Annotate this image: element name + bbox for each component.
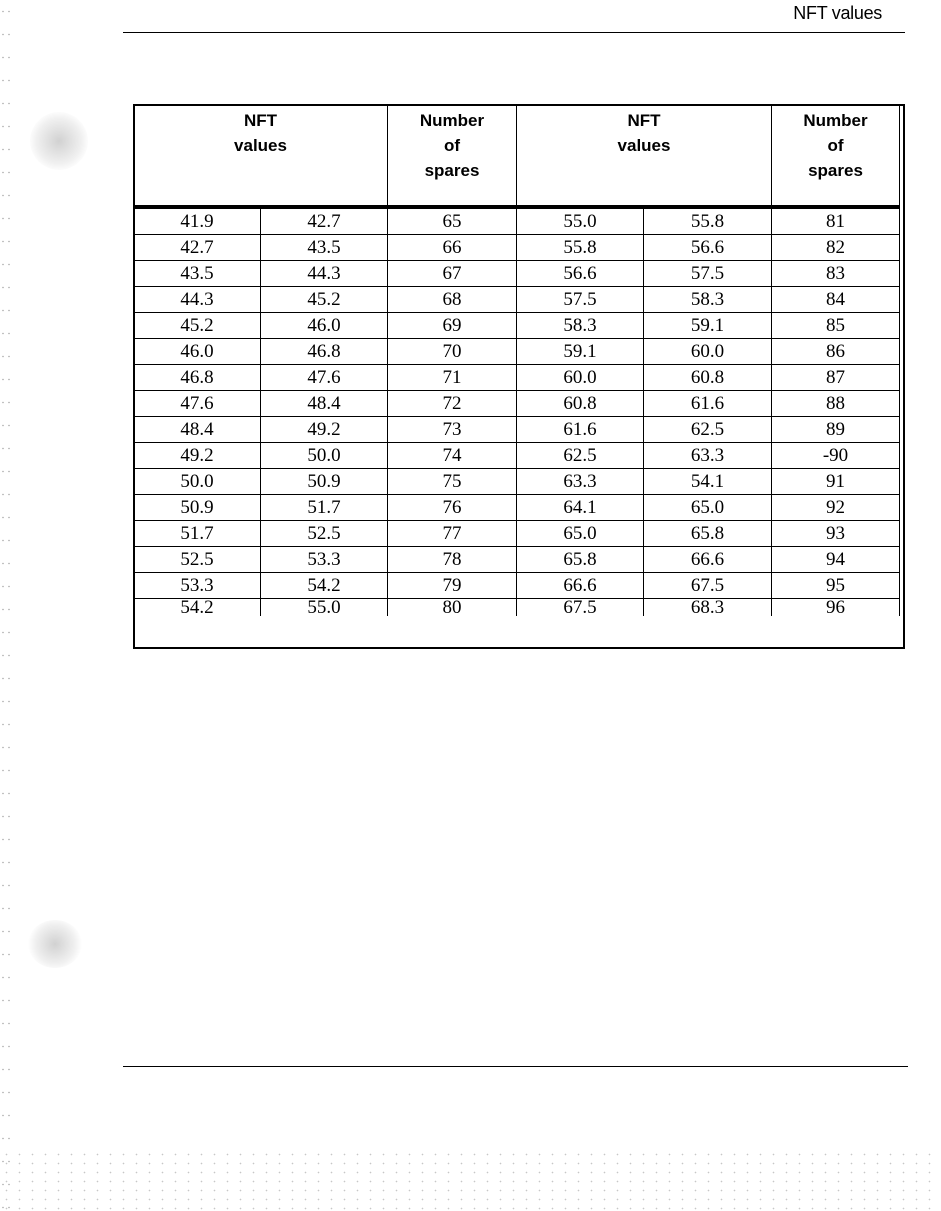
table-row — [134, 287, 900, 313]
table-cell: 56.6 — [644, 235, 772, 261]
table-cell: 50.9 — [134, 495, 261, 521]
table-cell: 51.7 — [134, 521, 261, 547]
table-cell: 66 — [388, 235, 517, 261]
table-cell: 52.5 — [261, 521, 388, 547]
table-cell: 88 — [772, 391, 900, 417]
table-cell: 55.0 — [517, 207, 644, 235]
table-cell: 65.8 — [644, 521, 772, 547]
table-cell: 57.5 — [517, 287, 644, 313]
table-cell: 67 — [388, 261, 517, 287]
scan-margin-noise — [0, 0, 12, 1211]
table-header-row — [134, 105, 900, 208]
header-text: NFT — [627, 111, 661, 130]
table-cell: 46.0 — [261, 313, 388, 339]
table-cell: 44.3 — [261, 261, 388, 287]
table-cell: 65.0 — [517, 521, 644, 547]
table-cell: 55.0 — [261, 599, 388, 617]
table-cell: 44.3 — [134, 287, 261, 313]
table-cell: 46.8 — [134, 365, 261, 391]
table-cell: 58.3 — [644, 287, 772, 313]
table-row — [134, 495, 900, 521]
table-cell: 50.0 — [261, 443, 388, 469]
table-cell: 49.2 — [134, 443, 261, 469]
table-cell: 70 — [388, 339, 517, 365]
table-cell: 46.0 — [134, 339, 261, 365]
table-cell: 81 — [772, 207, 900, 235]
header-text: spares — [424, 161, 480, 180]
table-cell: 83 — [772, 261, 900, 287]
table-cell: 73 — [388, 417, 517, 443]
table-cell: 60.0 — [517, 365, 644, 391]
table-cell: 43.5 — [134, 261, 261, 287]
table-cell: 74 — [388, 443, 517, 469]
header-text: of — [827, 136, 844, 155]
table-row — [134, 547, 900, 573]
table-cell: 46.8 — [261, 339, 388, 365]
table-cell: 53.3 — [261, 547, 388, 573]
table-cell: 47.6 — [261, 365, 388, 391]
table-cell: 72 — [388, 391, 517, 417]
table-cell: 50.9 — [261, 469, 388, 495]
table-cell: 59.1 — [517, 339, 644, 365]
table-row — [134, 339, 900, 365]
nft-spares-table — [133, 104, 900, 616]
table-cell: 66.6 — [517, 573, 644, 599]
table-cell: 51.7 — [261, 495, 388, 521]
table-row — [134, 207, 900, 235]
table-cell: 92 — [772, 495, 900, 521]
table-cell: 89 — [772, 417, 900, 443]
table-cell: 55.8 — [644, 207, 772, 235]
table-cell: 71 — [388, 365, 517, 391]
table-cell: 55.8 — [517, 235, 644, 261]
table-cell: 62.5 — [517, 443, 644, 469]
table-cell: 82 — [772, 235, 900, 261]
table-cell: 64.1 — [517, 495, 644, 521]
table-cell: -90 — [772, 443, 900, 469]
running-header: NFT values — [793, 3, 882, 23]
table-cell: 68 — [388, 287, 517, 313]
table-row — [134, 417, 900, 443]
table-cell: 45.2 — [134, 313, 261, 339]
scan-blot-top — [30, 112, 88, 170]
header-text: of — [443, 136, 461, 155]
scan-blot-bottom — [28, 920, 82, 968]
table-cell: 66.6 — [644, 547, 772, 573]
table-row — [134, 365, 900, 391]
table-cell: 93 — [772, 521, 900, 547]
table-row — [134, 261, 900, 287]
table-cell: 75 — [388, 469, 517, 495]
header-text: spares — [808, 161, 863, 180]
table-cell: 43.5 — [261, 235, 388, 261]
table-cell: 77 — [388, 521, 517, 547]
table-cell: 69 — [388, 313, 517, 339]
table-cell: 61.6 — [644, 391, 772, 417]
header-nft-values-left — [134, 105, 388, 208]
table-cell: 65.8 — [517, 547, 644, 573]
table-cell: 42.7 — [261, 207, 388, 235]
table-cell: 96 — [772, 599, 900, 617]
table-cell: 78 — [388, 547, 517, 573]
table-cell: 41.9 — [134, 207, 261, 235]
header-number-of-spares-left — [388, 105, 517, 208]
table-row — [134, 391, 900, 417]
header-text: NFT — [243, 111, 278, 130]
table-cell: 80 — [388, 599, 517, 617]
table-cell: 79 — [388, 573, 517, 599]
header-rule — [123, 32, 905, 33]
table-cell: 60.0 — [644, 339, 772, 365]
table-cell: 65.0 — [644, 495, 772, 521]
table-cell: 60.8 — [517, 391, 644, 417]
table-cell: 67.5 — [644, 573, 772, 599]
table-cell: 54.1 — [644, 469, 772, 495]
table-cell: 60.8 — [644, 365, 772, 391]
table-cell: 54.2 — [134, 599, 261, 617]
table-cell: 54.2 — [261, 573, 388, 599]
table-cell: 84 — [772, 287, 900, 313]
header-text: Number — [803, 111, 868, 130]
scan-bottom-noise — [0, 1150, 941, 1211]
table-cell: 45.2 — [261, 287, 388, 313]
header-nft-values-right — [517, 105, 772, 208]
table-cell: 94 — [772, 547, 900, 573]
table-row — [134, 599, 900, 617]
table-cell: 67.5 — [517, 599, 644, 617]
table-cell: 59.1 — [644, 313, 772, 339]
table-row — [134, 313, 900, 339]
table-cell: 50.0 — [134, 469, 261, 495]
table-cell: 95 — [772, 573, 900, 599]
header-text: values — [617, 136, 671, 155]
table-cell: 47.6 — [134, 391, 261, 417]
table-cell: 42.7 — [134, 235, 261, 261]
table-row — [134, 521, 900, 547]
table-cell: 63.3 — [517, 469, 644, 495]
table-row — [134, 443, 900, 469]
table-cell: 65 — [388, 207, 517, 235]
table-row — [134, 469, 900, 495]
table-row — [134, 573, 900, 599]
table-row — [134, 235, 900, 261]
table-cell: 68.3 — [644, 599, 772, 617]
table-cell: 58.3 — [517, 313, 644, 339]
table-cell: 62.5 — [644, 417, 772, 443]
table-cell: 86 — [772, 339, 900, 365]
header-number-of-spares-right — [772, 105, 900, 208]
footer-rule — [123, 1066, 908, 1067]
table-cell: 49.2 — [261, 417, 388, 443]
table-cell: 87 — [772, 365, 900, 391]
table-cell: 61.6 — [517, 417, 644, 443]
table-cell: 76 — [388, 495, 517, 521]
header-text: values — [234, 136, 287, 155]
table-cell: 91 — [772, 469, 900, 495]
header-text: Number — [419, 111, 485, 130]
table-cell: 63.3 — [644, 443, 772, 469]
table-cell: 48.4 — [261, 391, 388, 417]
table-cell: 52.5 — [134, 547, 261, 573]
table-cell: 53.3 — [134, 573, 261, 599]
table-cell: 85 — [772, 313, 900, 339]
table-cell: 56.6 — [517, 261, 644, 287]
table-cell: 48.4 — [134, 417, 261, 443]
table-cell: 57.5 — [644, 261, 772, 287]
